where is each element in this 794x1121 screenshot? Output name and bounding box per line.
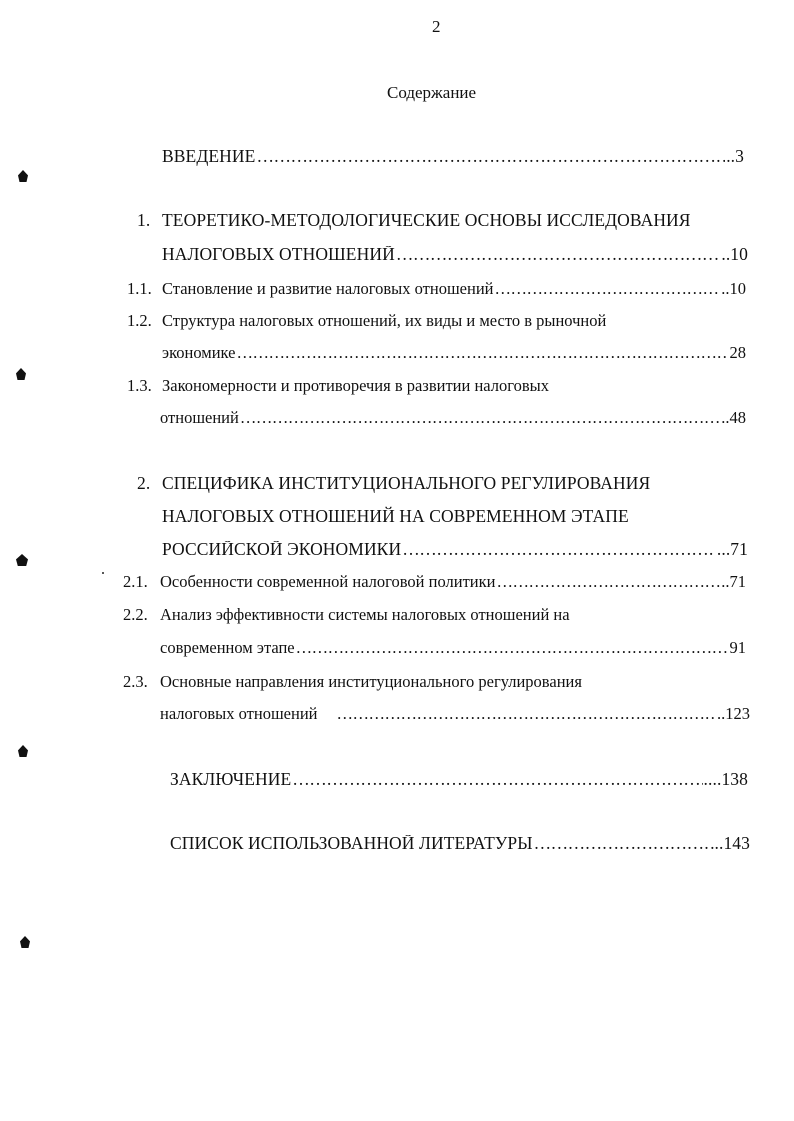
- section-title: экономике: [162, 345, 236, 362]
- chapter-title-line: НАЛОГОВЫХ ОТНОШЕНИЙ: [162, 246, 395, 264]
- toc-page-ref: 91: [729, 640, 746, 657]
- dot-leader: [256, 148, 725, 166]
- toc-entry-references: [170, 835, 750, 853]
- toc-page-ref: ..143: [714, 835, 750, 853]
- binder-hole-mark: [16, 368, 26, 380]
- toc-entry-section: [160, 574, 746, 591]
- toc-page-ref: ..3: [726, 148, 744, 166]
- dot-leader: [296, 640, 729, 657]
- toc-page-ref: ..48: [721, 410, 746, 427]
- toc-entry-intro: [162, 148, 744, 166]
- section-title: отношений: [160, 410, 239, 427]
- section-number: 1.1.: [127, 279, 152, 298]
- section-title: Закономерности и противоречия в развитии налоговых: [162, 376, 549, 395]
- chapter-title-line: ТЕОРЕТИКО-МЕТОДОЛОГИЧЕСКИЕ ОСНОВЫ ИССЛЕДОВАНИЯ: [162, 210, 691, 230]
- section-number: 1.3.: [127, 376, 152, 395]
- toc-page-ref: ..123: [717, 706, 750, 723]
- toc-page-ref: ....138: [703, 771, 748, 789]
- chapter-title-line: НАЛОГОВЫХ ОТНОШЕНИЙ НА СОВРЕМЕННОМ ЭТАПЕ: [162, 506, 629, 526]
- toc-entry-label: ВВЕДЕНИЕ: [162, 148, 256, 166]
- toc-entry-label: СПИСОК ИСПОЛЬЗОВАННОЙ ЛИТЕРАТУРЫ: [170, 835, 533, 853]
- dot-leader: [236, 345, 728, 362]
- chapter-title-line: РОССИЙСКОЙ ЭКОНОМИКИ: [162, 541, 402, 559]
- dot-leader: [336, 706, 716, 723]
- toc-entry-chapter1: [162, 246, 748, 264]
- binder-hole-mark: [16, 554, 28, 566]
- section-number: 1.2.: [127, 311, 152, 330]
- section-title: Анализ эффективности системы налоговых отношений на: [160, 605, 570, 624]
- section-title: современном этапе: [160, 640, 295, 657]
- section-title: Структура налоговых отношений, их виды и место в рыночной: [162, 311, 607, 330]
- dot-leader: [496, 574, 720, 591]
- page-number: 2: [432, 17, 441, 36]
- toc-page-ref: 28: [729, 345, 746, 362]
- toc-entry-section: [160, 640, 746, 657]
- section-title: налоговых отношений: [160, 706, 318, 723]
- chapter-number: 2.: [137, 473, 151, 493]
- toc-page-ref: ..10: [721, 281, 746, 298]
- scan-speck: [102, 572, 104, 574]
- toc-entry-section: [160, 706, 750, 723]
- section-title: Становление и развитие налоговых отношений: [162, 281, 494, 298]
- section-number: 2.1.: [123, 572, 148, 591]
- dot-leader: [292, 771, 702, 789]
- binder-hole-mark: [18, 745, 28, 757]
- binder-hole-mark: [18, 170, 28, 182]
- section-title: Особенности современной налоговой политики: [160, 574, 496, 591]
- toc-entry-section: [162, 345, 746, 362]
- toc-page-ref: ...71: [716, 541, 748, 559]
- toc-page-ref: ..10: [721, 246, 748, 264]
- toc-page-ref: ..71: [721, 574, 746, 591]
- section-number: 2.2.: [123, 605, 148, 624]
- toc-entry-label: ЗАКЛЮЧЕНИЕ: [170, 771, 292, 789]
- chapter-title-line: СПЕЦИФИКА ИНСТИТУЦИОНАЛЬНОГО РЕГУЛИРОВАНИЯ: [162, 473, 651, 493]
- toc-entry-conclusion: [170, 771, 748, 789]
- dot-leader: [402, 541, 716, 559]
- dot-leader: [494, 281, 720, 298]
- section-title: Основные направления институционального регулирования: [160, 672, 582, 691]
- dot-leader: [534, 835, 714, 853]
- section-number: 2.3.: [123, 672, 148, 691]
- toc-entry-section: [162, 281, 746, 298]
- chapter-number: 1.: [137, 210, 151, 230]
- toc-title: Содержание: [387, 83, 477, 102]
- binder-hole-mark: [20, 936, 30, 948]
- toc-entry-chapter2: [162, 541, 748, 559]
- dot-leader: [240, 410, 720, 427]
- toc-entry-section: [160, 410, 746, 427]
- dot-leader: [396, 246, 721, 264]
